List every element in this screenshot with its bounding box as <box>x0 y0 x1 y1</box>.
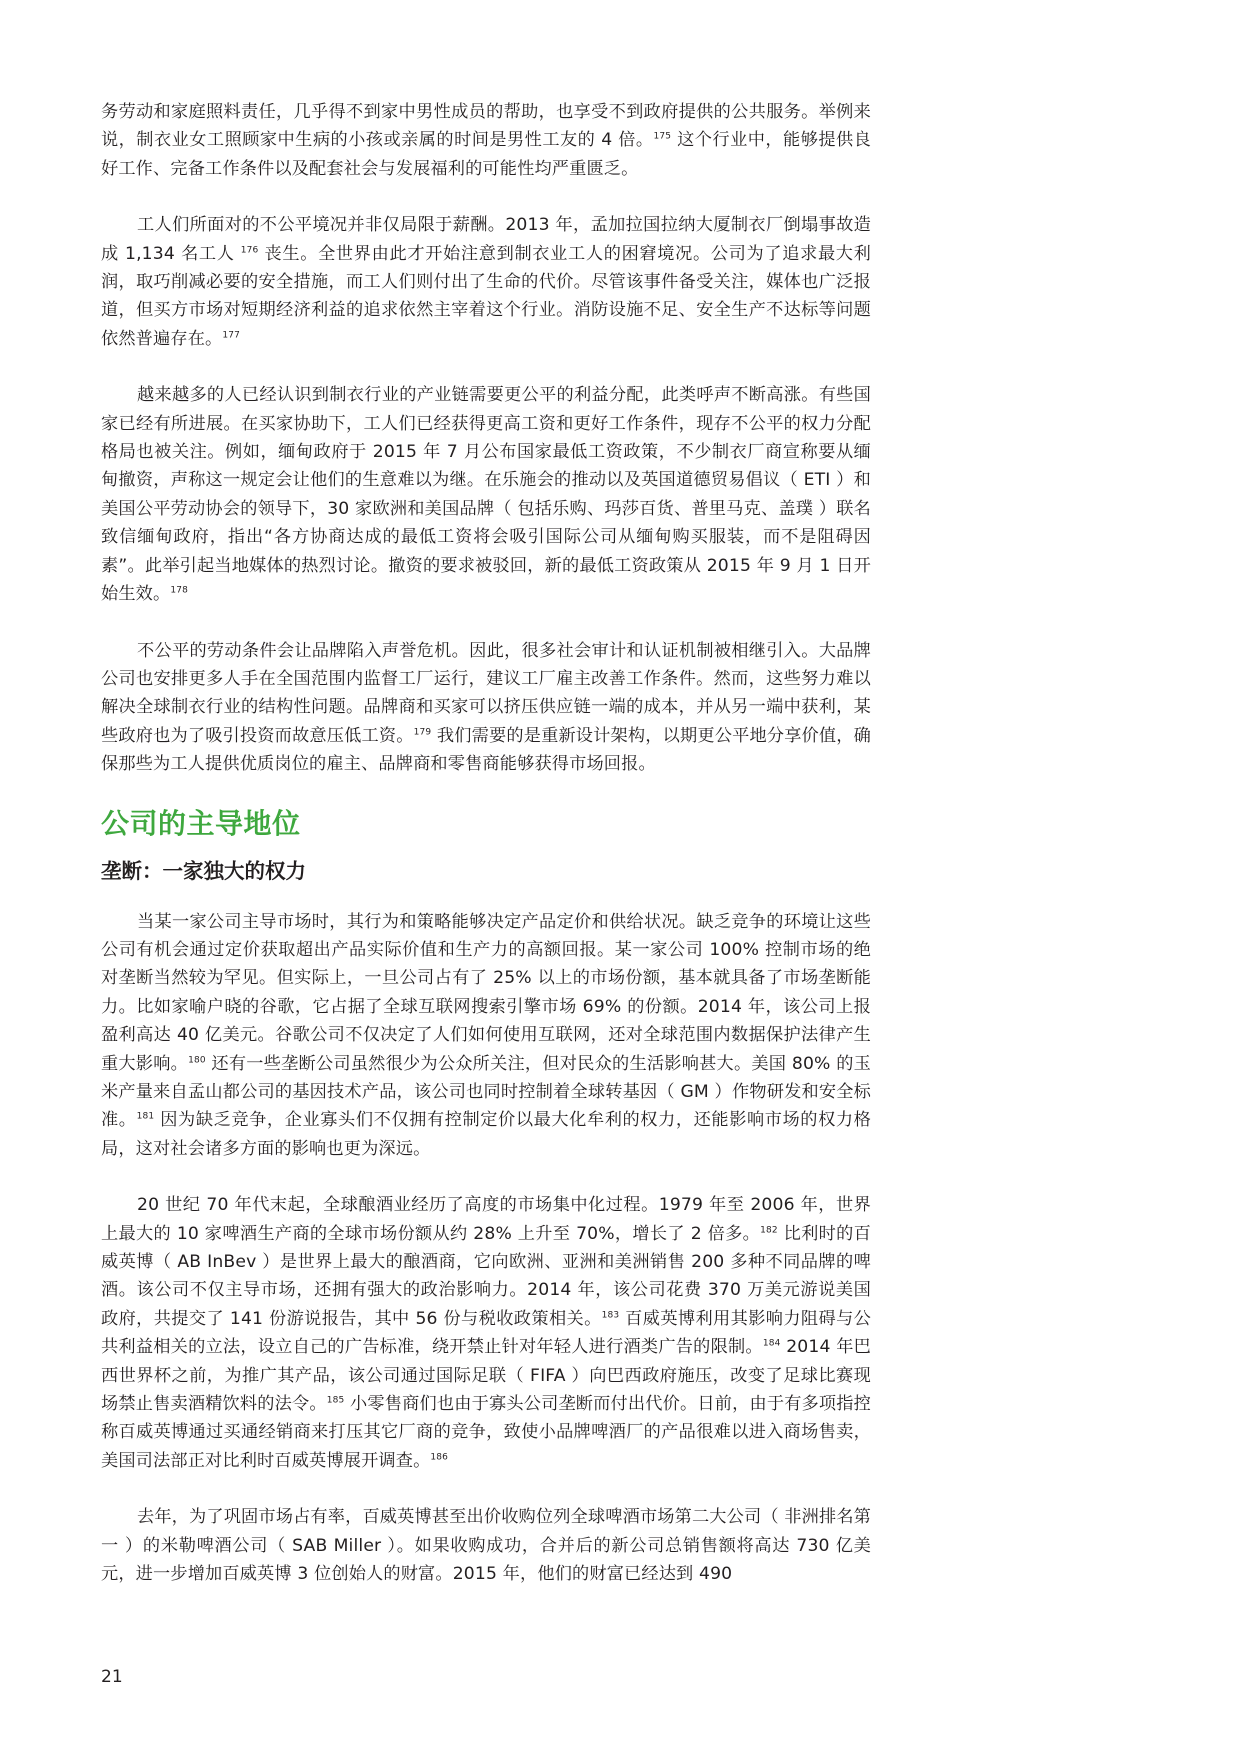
paragraph <box>101 98 871 183</box>
paragraph-text: 这个行业中，能够提供良好工作、完备工作条件以及配套社会与发展福利的可能性均严重匮乏。 <box>101 130 871 179</box>
paragraph-text: 还有一些垄断公司虽然很少为公众所关注，但对民众的生活影响甚大。美国 80% 的玉米产量来自孟山都公司的基因技术产品，该公司也同时控制着全球转基因（ GM ）作物研发和安全标准。 <box>101 1053 871 1131</box>
paragraph-group-top <box>101 98 871 779</box>
section-heading: 公司的主导地位 <box>101 806 301 840</box>
footnote-ref: 180 <box>188 1054 206 1065</box>
paragraph-text: 务劳动和家庭照料责任，几乎得不到家中男性成员的帮助，也享受不到政府提供的公共服务。举例来说，制衣业女工照顾家中生病的小孩或亲属的时间是男性工友的 4 倍。 <box>101 102 871 151</box>
paragraph-gap <box>101 609 871 637</box>
footnote-ref: 176 <box>240 244 259 255</box>
paragraph <box>101 211 871 353</box>
paragraph <box>101 1503 871 1588</box>
paragraph <box>101 381 871 608</box>
paragraph-gap <box>101 1475 871 1503</box>
footnote-ref: 175 <box>653 131 672 142</box>
paragraph-gap <box>101 1163 871 1191</box>
footnote-ref: 185 <box>326 1395 345 1406</box>
paragraph-text: 不公平的劳动条件会让品牌陷入声誉危机。因此，很多社会审计和认证机制被相继引入。大品牌公司也安排更多人手在全国范围内监督工厂运行，建议工厂雇主改善工作条件。然而，这些努力难以解决全球制衣行业的结构性问题。品牌商和买家可以挤压供应链一端的成本，并从另一端中获利，某些政府也为了吸引投资而故意压低工资。 <box>101 640 871 746</box>
paragraph-text: 工人们所面对的不公平境况并非仅局限于薪酬。2013 年，孟加拉国拉纳大厦制衣厂倒塌事故造成 1,134 名工人 <box>101 215 871 264</box>
paragraph-text: 20 世纪 70 年代末起，全球酿酒业经历了高度的市场集中化过程。1979 年至 2006 年，世界上最大的 10 家啤酒生产商的全球市场份额从约 28% 上升至 70%，增长了 2 倍多。 <box>101 1195 871 1244</box>
footnote-ref: 183 <box>601 1310 620 1321</box>
paragraph <box>101 908 871 1164</box>
paragraph-gap <box>101 353 871 381</box>
paragraph-text: 去年，为了巩固市场占有率，百威英博甚至出价收购位列全球啤酒市场第二大公司（ 非洲排名第一 ）的米勒啤酒公司（ SAB Miller ）。如果收购成功，合并后的新公司总销售额将高达 730 亿美元，进一步增加百威英博 3 位创始人的财富。2015 年，他们的财富已经达到 490 <box>101 1507 871 1585</box>
paragraph-text: 百威英博利用其影响力阻碍与公共利益相关的立法，设立自己的广告标准，绕开禁止针对年轻人进行酒类广告的限制。 <box>101 1308 871 1358</box>
paragraph <box>101 1191 871 1475</box>
paragraph-text: 2014 年巴西世界杯之前，为推广其产品，该公司通过国际足联（ FIFA ）向巴西政府施压，改变了足球比赛现场禁止售卖酒精饮料的法令。 <box>101 1337 871 1415</box>
subsection-heading: 垄断：一家独大的权力 <box>101 858 306 883</box>
footnote-ref: 179 <box>413 726 432 737</box>
footnote-ref: 184 <box>762 1338 781 1349</box>
document-body <box>101 98 871 1588</box>
footnote-ref: 178 <box>170 585 188 596</box>
paragraph-group-bottom <box>101 908 871 1589</box>
footnote-ref: 181 <box>136 1111 155 1122</box>
paragraph-text: 当某一家公司主导市场时，其行为和策略能够决定产品定价和供给状况。缺乏竞争的环境让这些公司有机会通过定价获取超出产品实际价值和生产力的高额回报。某一家公司 100% 控制市场的绝对垄断当然较为罕见。但实际上，一旦公司占有了 25% 以上的市场份额，基本就具备了市场垄断能力。比如家喻户晓的谷歌，它占据了全球互联网搜索引擎市场 69% 的份额。2014 年，该公司上报盈利高达 40 亿美元。谷歌公司不仅决定了人们如何使用互联网，还对全球范围内数据保护法律产生重大影响。 <box>101 911 871 1074</box>
paragraph-text: 我们需要的是重新设计架构，以期更公平地分享价值，确保那些为工人提供优质岗位的雇主、品牌商和零售商能够获得市场回报。 <box>101 725 871 775</box>
page-number: 21 <box>101 1667 123 1687</box>
footnote-ref: 177 <box>222 330 241 341</box>
paragraph-text: 越来越多的人已经认识到制衣行业的产业链需要更公平的利益分配，此类呼声不断高涨。有些国家已经有所进展。在买家协助下，工人们已经获得更高工资和更好工作条件，现存不公平的权力分配格局也被关注。例如，缅甸政府于 2015 年 7 月公布国家最低工资政策，不少制衣厂商宣称要从缅甸撤资，声称这一规定会让他们的生意难以为继。在乐施会的推动以及英国道德贸易倡议（ ETI ）和美国公平劳动协会的领导下，30 家欧洲和美国品牌（ 包括乐购、玛莎百货、普里马克、盖璞 ）联名致信缅甸政府，指出“各方协商达成的最低工资将会吸引国际公司从缅甸购买服装，而不是阻碍因素”。此举引起当地媒体的热烈讨论。撤资的要求被驳回，新的最低工资政策从 2015 年 9 月 1 日开始生效。 <box>101 385 871 605</box>
footnote-ref: 182 <box>760 1224 778 1235</box>
paragraph <box>101 637 871 779</box>
footnote-ref: 186 <box>430 1452 449 1463</box>
paragraph-text: 小零售商们也由于寡头公司垄断而付出代价。日前，由于有多项指控称百威英博通过买通经销商来打压其它厂商的竞争，致使小品牌啤酒厂的产品很难以进入商场售卖，美国司法部正对比利时百威英博展开调查。 <box>101 1394 871 1471</box>
paragraph-gap <box>101 183 871 211</box>
paragraph-text: 因为缺乏竞争，企业寡头们不仅拥有控制定价以最大化牟利的权力，还能影响市场的权力格局，这对社会诸多方面的影响也更为深远。 <box>101 1110 871 1159</box>
paragraph-text: 比利时的百威英博（ AB InBev ）是世界上最大的酿酒商，它向欧洲、亚洲和美洲销售 200 多种不同品牌的啤酒。该公司不仅主导市场，还拥有强大的政治影响力。2014 年，该公司花费 370 万美元游说美国政府，共提交了 141 份游说报告，其中 56 份与税收政策相关。 <box>101 1223 871 1329</box>
paragraph-text: 丧生。全世界由此才开始注意到制衣业工人的困窘境况。公司为了追求最大利润，取巧削减必要的安全措施，而工人们则付出了生命的代价。尽管该事件备受关注，媒体也广泛报道，但买方市场对短期经济利益的追求依然主宰着这个行业。消防设施不足、安全生产不达标等问题依然普遍存在。 <box>101 243 871 349</box>
